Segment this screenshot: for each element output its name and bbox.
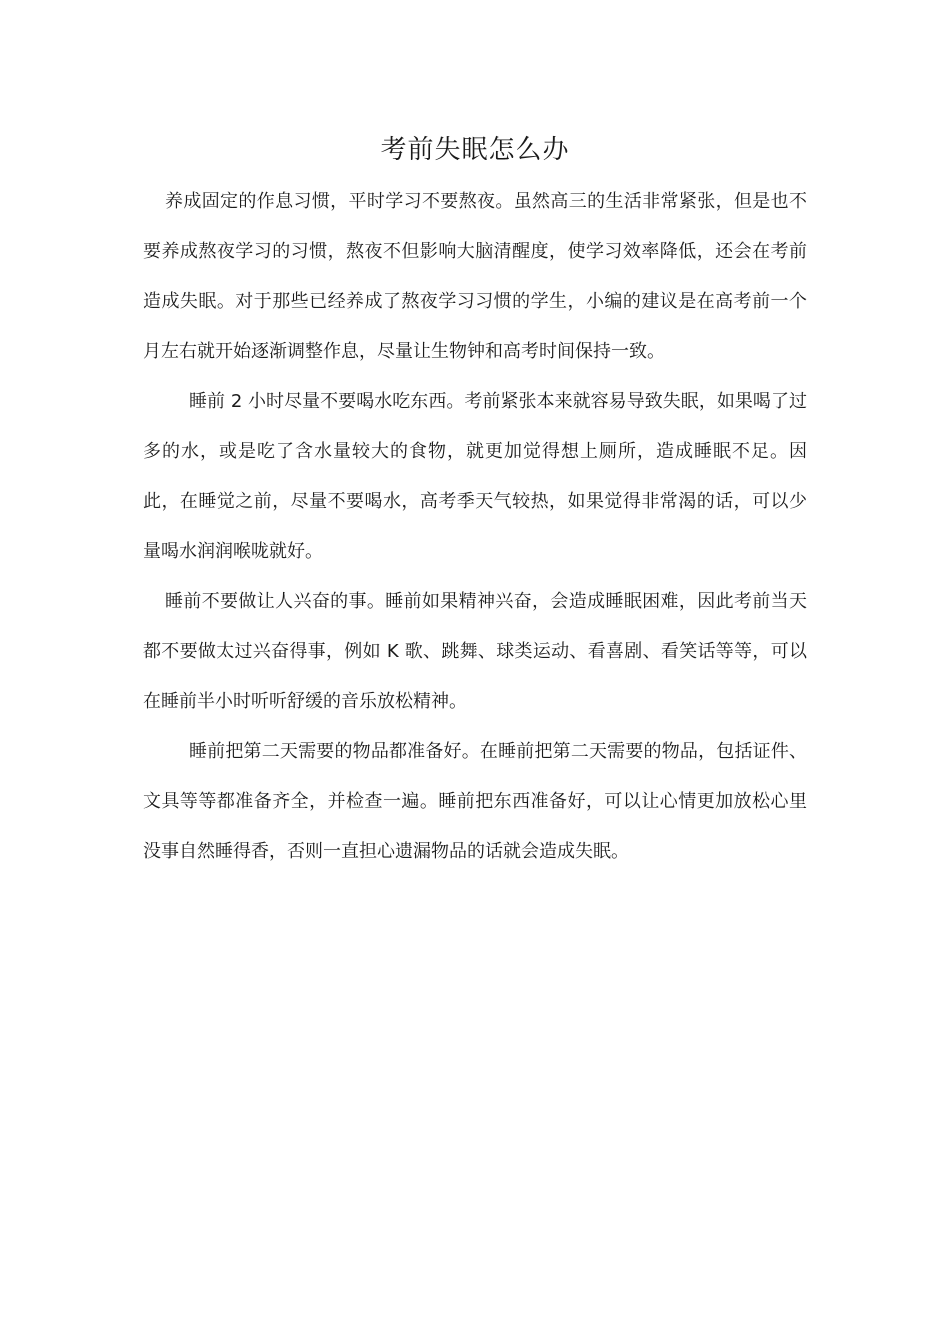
paragraph-sleep-schedule: 养成固定的作息习惯，平时学习不要熬夜。虽然高三的生活非常紧张，但是也不要养成熬夜学习的习惯，熬夜不但影响大脑清醒度，使学习效率降低，还会在考前造成失眠。对于那些已经养成了熬夜学习习惯的学生，小编的建议是在高考前一个月左右就开始逐渐调整作息，尽量让生物钟和高考时间保持一致。 [143, 191, 807, 362]
paragraph-avoid-excitement: 睡前不要做让人兴奋的事。睡前如果精神兴奋，会造成睡眠困难，因此考前当天都不要做太过兴奋得事，例如 K 歌、跳舞、球类运动、看喜剧、看笑话等等，可以在睡前半小时听听舒缓的音乐放松精神。 [143, 591, 807, 712]
paragraph-no-water-before-sleep: 睡前 2 小时尽量不要喝水吃东西。考前紧张本来就容易导致失眠，如果喝了过多的水，或是吃了含水量较大的食物，就更加觉得想上厕所，造成睡眠不足。因此，在睡觉之前，尽量不要喝水，高考季天气较热，如果觉得非常渴的话，可以少量喝水润润喉咙就好。 [143, 391, 807, 562]
document-title: 考前失眠怎么办 [380, 135, 570, 165]
paragraph-prepare-items: 睡前把第二天需要的物品都准备好。在睡前把第二天需要的物品，包括证件、文具等等都准备齐全，并检查一遍。睡前把东西准备好，可以让心情更加放松心里没事自然睡得香，否则一直担心遗漏物品的话就会造成失眠。 [143, 741, 807, 862]
document-body [143, 177, 807, 877]
